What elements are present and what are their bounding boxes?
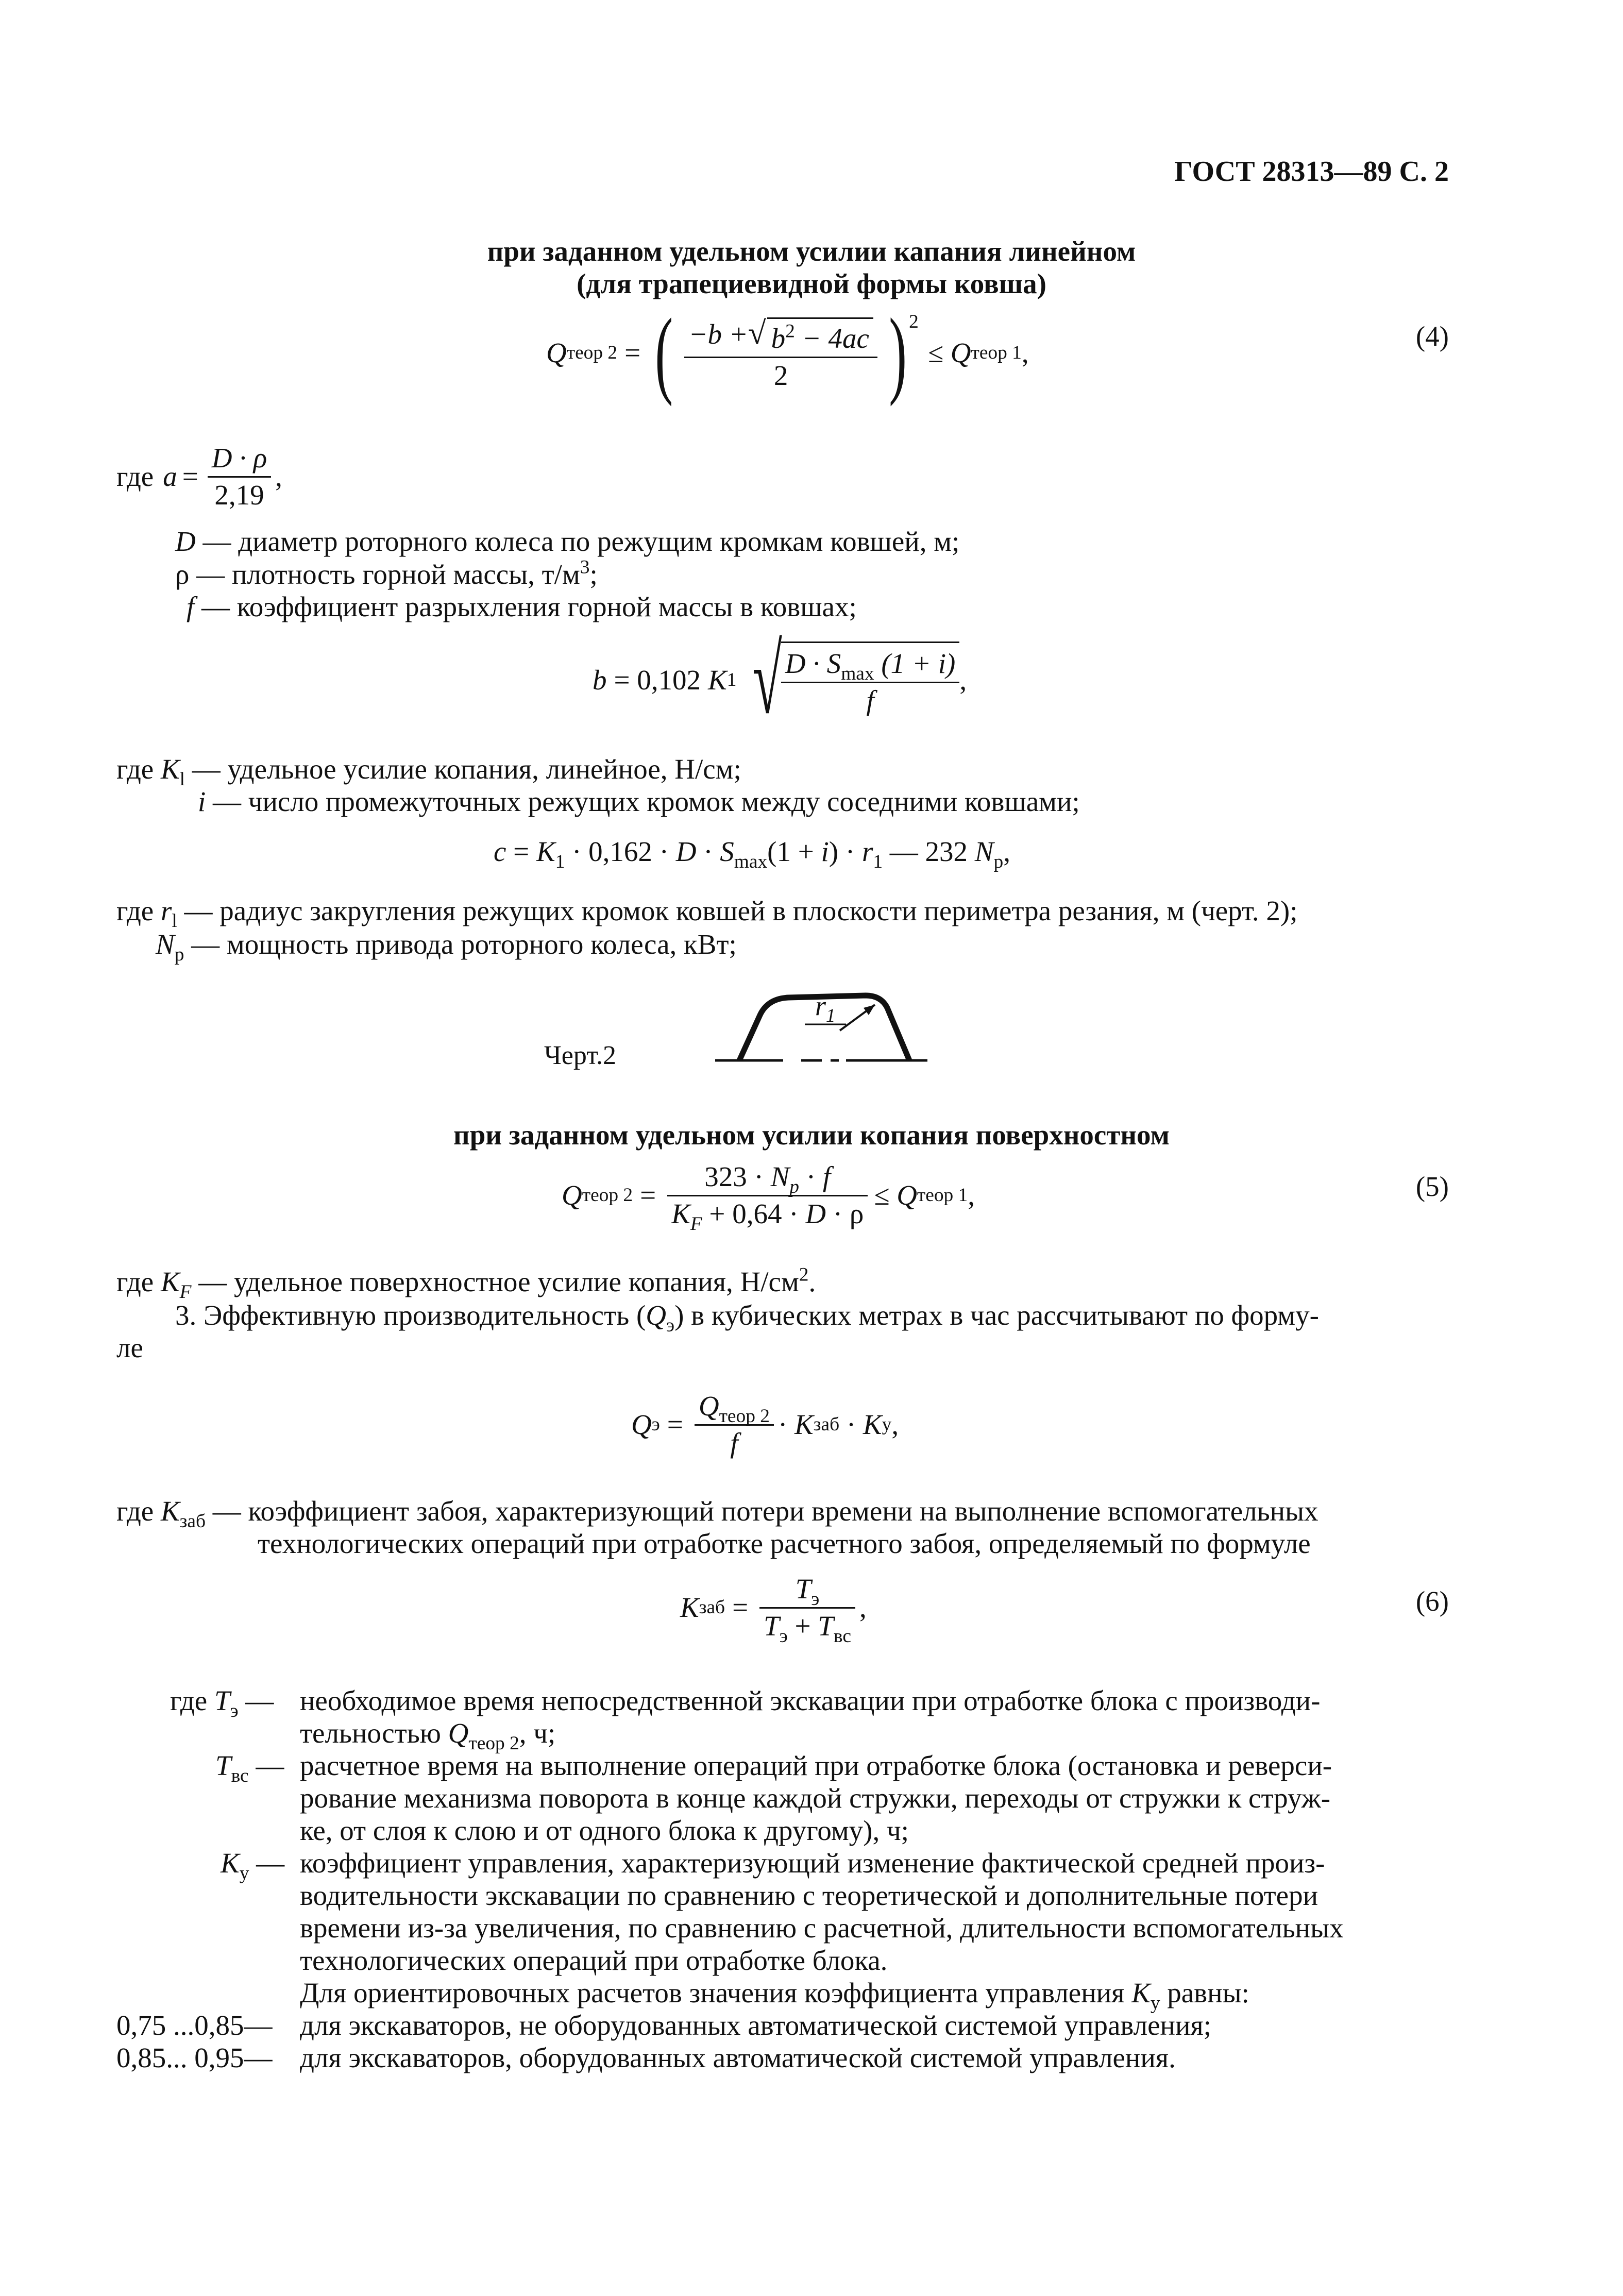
formula-5: Q теор 2 = $\frac{323 \cdot N_p \cdot f}{K_F + 0,64 \cdot D \cdot \rho}$ ≤ Q теор 1 , bbox=[562, 1157, 975, 1234]
range-1: 0,75 ...0,85— bbox=[116, 2010, 273, 2041]
eq-number-4: (4) bbox=[1415, 320, 1449, 352]
formula-4-num-b: −b + bbox=[688, 318, 748, 350]
formula-6: K заб = $\frac{T_э}{T_э + T_{вс}}$ , bbox=[680, 1569, 867, 1646]
formula-4-den: 2 bbox=[773, 359, 788, 391]
formula-4-paren-close: ) bbox=[889, 299, 907, 407]
def-d: D — диаметр роторного колеса по режущим кромкам ковшей, м; bbox=[175, 526, 960, 557]
def-kf: где $K_F$ — удельное поверхностное усилие копания, $Н/см^2$. bbox=[116, 1264, 816, 1303]
para-3-line-1: 3. Эффективную производительность $(Q_э)$ в кубических метрах в час рассчитывают по форму- bbox=[175, 1299, 1319, 1337]
range-1-text: для экскаваторов, не оборудованных автоматической системой управления; bbox=[300, 2010, 1211, 2041]
formula-4: Q теор 2 = ( $\frac{-b +√ b^2 - 4ac}{2}$ ) $^2$ ≤ Q теор 1 , bbox=[546, 299, 1029, 407]
def-rho: ρ — плотность горной массы, $т/м^3$; bbox=[175, 556, 598, 590]
range-2: 0,85... 0,95— bbox=[116, 2042, 273, 2073]
section-heading-linear-1: при заданном удельном усилии капания линейном bbox=[487, 235, 1136, 267]
def-ky-line-2: водительности экскавации по сравнению с теоретической и дополнительные потери bbox=[300, 1880, 1318, 1911]
formula-4-fraction: $\frac{-b +√ b^2 - 4ac}{2}$ bbox=[684, 313, 877, 394]
range-2-text: для экскаваторов, оборудованных автоматической системой управления. bbox=[300, 2042, 1176, 2073]
def-ky-term: $K_у$ — bbox=[221, 1847, 285, 1884]
def-tvs-line-3: ке, от слоя к слою и от одного блока к другому), ч; bbox=[300, 1815, 909, 1846]
def-te-line-2: тельностью $Q_{теор 2}$, ч; bbox=[300, 1717, 556, 1754]
where-a: где a = $\frac{D \cdot \rho}{2,19}$ , bbox=[116, 441, 282, 513]
formula-c: $c = K_1 \cdot 0,162 \cdot D \cdot S_{max}(1 + i) \cdot r_1$ — 232 $N_p$, bbox=[494, 836, 1010, 873]
formula-4-lhs: Q bbox=[546, 337, 567, 368]
def-te-term: где $T_э$ — bbox=[170, 1685, 274, 1722]
def-tvs-line-2: рование механизма поворота в конце каждой стружки, переходы от стружки к струж- bbox=[300, 1782, 1331, 1814]
approx-line: Для ориентировочных расчетов значения коэффициента управления $K_у$ равны: bbox=[300, 1977, 1249, 2014]
drawing-label: $r_1$ bbox=[815, 990, 836, 1026]
def-k1: где $K_l$ — удельное усилие копания, линейное, Н/см; bbox=[116, 753, 741, 790]
eq-number-5: (5) bbox=[1415, 1171, 1449, 1202]
formula-b: b = 0,102 K 1 √ $\frac{D \cdot S_{max} (1 + i)}{f}$ , bbox=[593, 626, 967, 734]
def-f: f — коэффициент разрыхления горной массы в ковшах; bbox=[187, 591, 857, 622]
drawing-caption: Черт.2 bbox=[544, 1041, 617, 1070]
def-i: i — число промежуточных режущих кромок между соседними ковшами; bbox=[198, 786, 1080, 817]
formula-qe: Q э = $\frac{Q_{теор 2}}{f}$ · K заб · K у , bbox=[631, 1386, 899, 1463]
def-ky-line-3: времени из-за увеличения, по сравнению с расчетной, длительности вспомогательных bbox=[300, 1912, 1344, 1944]
section-heading-surface: при заданном удельном усилии копания поверхностном bbox=[453, 1119, 1170, 1151]
para-3-line-2: ле bbox=[116, 1332, 143, 1363]
def-tvs-term: $T_{вс}$ — bbox=[215, 1750, 284, 1787]
eq-number-6: (6) bbox=[1415, 1585, 1449, 1617]
def-tvs-line-1: расчетное время на выполнение операций при отработке блока (остановка и реверси- bbox=[300, 1750, 1332, 1781]
formula-4-paren-open: ( bbox=[655, 299, 673, 407]
page-header: ГОСТ 28313—89 С. 2 bbox=[1174, 156, 1449, 188]
def-r1: где $r_l$ — радиус закругления режущих кромок ковшей в плоскости периметра резания, м (черт. 2); bbox=[116, 895, 1298, 932]
def-kzab-1: где $K_{заб}$ — коэффициент забоя, характеризующий потери времени на выполнение вспомогательных bbox=[116, 1495, 1318, 1532]
def-te-line-1: необходимое время непосредственной экскавации при отработке блока с производи- bbox=[300, 1685, 1321, 1716]
def-np: $N_p$ — мощность привода роторного колеса, кВт; bbox=[156, 928, 737, 966]
section-heading-linear-2: (для трапециевидной формы ковша) bbox=[577, 268, 1046, 299]
def-ky-line-1: коэффициент управления, характеризующий изменение фактической средней произ- bbox=[300, 1847, 1325, 1879]
def-kzab-2: технологических операций при отработке расчетного забоя, определяемый по формуле bbox=[258, 1528, 1311, 1559]
formula-4-rhs: ≤ Q bbox=[927, 337, 971, 368]
def-ky-line-4: технологических операций при отработке блока. bbox=[300, 1945, 888, 1976]
